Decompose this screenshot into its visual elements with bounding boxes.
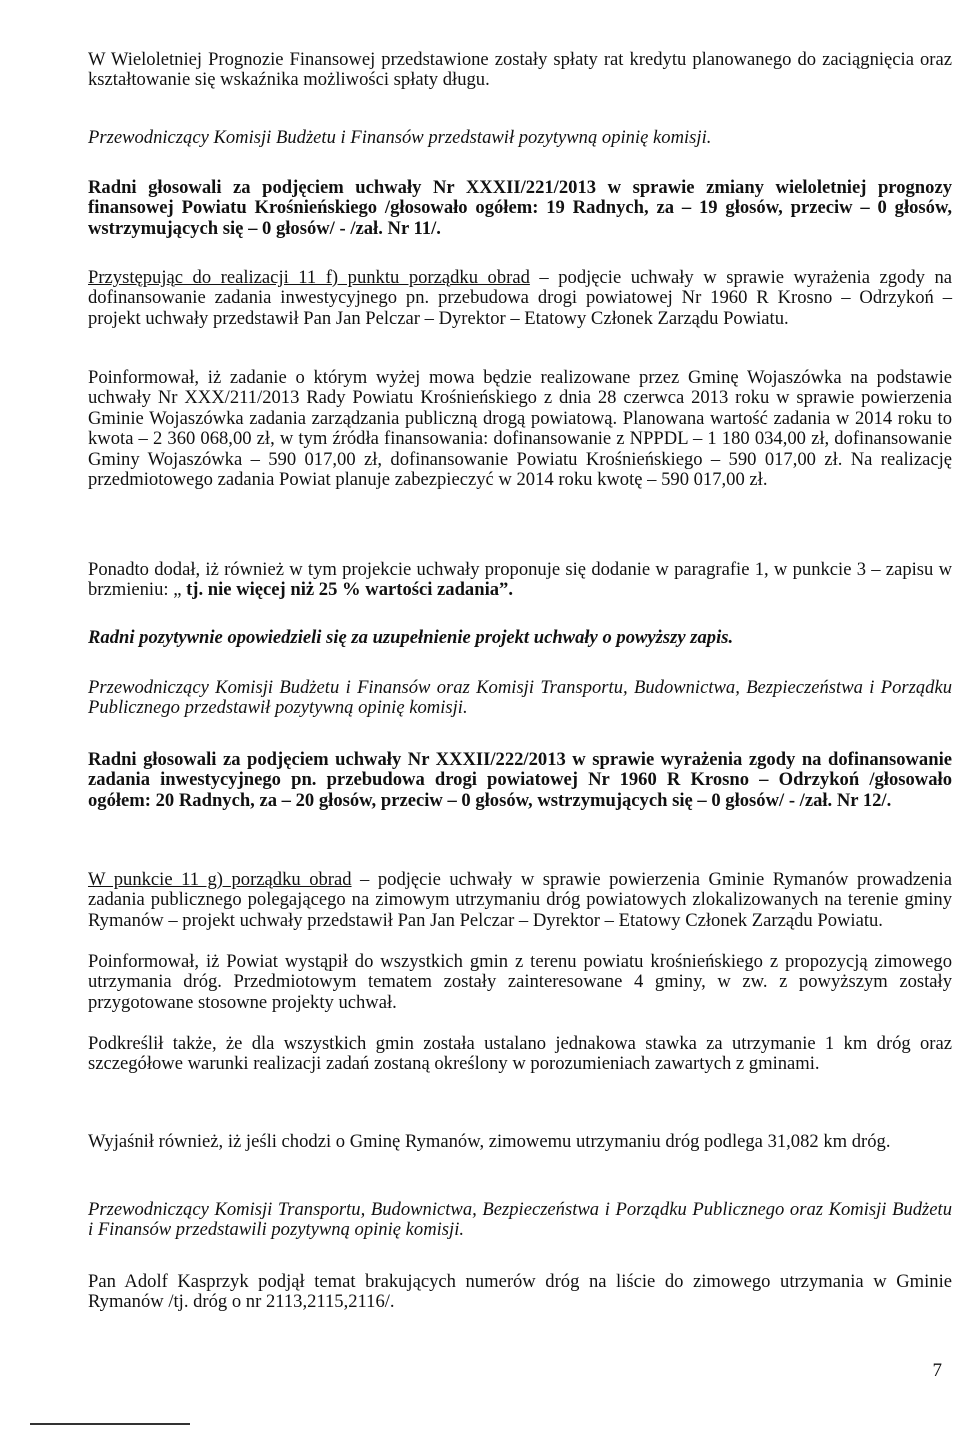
paragraph-committee-opinion-2: Przewodniczący Komisji Budżetu i Finansów oraz Komisji Transportu, Budownictwa, Bezpieczeństwa i Porządku Publicznego przedstawił pozytywną opinię komisji. — [88, 677, 952, 719]
paragraph-committee-opinion-1: Przewodniczący Komisji Budżetu i Finansów przedstawił pozytywną opinię komisji. — [88, 127, 712, 148]
paragraph-road-length: Wyjaśnił również, iż jeśli chodzi o Gminę Rymanów, zimowemu utrzymaniu dróg podlega 31,082 km dróg. — [88, 1131, 891, 1152]
item-11g-heading: W punkcie 11 g) porządku obrad — [88, 869, 352, 890]
paragraph-item-11g — [88, 870, 952, 931]
paragraph-committee-opinion-3: Przewodniczący Komisji Transportu, Budownictwa, Bezpieczeństwa i Porządku Publicznego oraz Komisji Budżetu i Finansów przedstawili pozytywną opinię komisji. — [88, 1199, 952, 1241]
paragraph-addition — [88, 560, 952, 601]
item-11g-text: – podjęcie uchwały w sprawie powierzenia Gminie Rymanów prowadzenia zadania publicznego polegającego na zimowym utrzymaniu dróg powiatowych zlokalizowanych na terenie gminy Rymanów – projekt uchwały przedstawił Pan Jan Pelczar – Dyrektor – Etatowy Członek Zarządu Powiatu. — [88, 869, 952, 931]
paragraph-kasprzyk: Pan Adolf Kasprzyk podjął temat brakujących numerów dróg na liście do zimowego utrzymania w Gminie Rymanów /tj. dróg o nr 2113,2115,2116/. — [88, 1271, 952, 1313]
paragraph-councillors-opinion: Radni pozytywnie opowiedzieli się za uzupełnienie projekt uchwały o powyższy zapis. — [88, 627, 734, 648]
page-number: 7 — [932, 1360, 942, 1381]
paragraph-rate: Podkreślił także, że dla wszystkich gmin została ustalano jednakowa stawka za utrzymanie 1 km dróg oraz szczegółowe warunki realizacji zadań zostaną określony w porozumieniach zawartych z gminami. — [88, 1033, 952, 1075]
addition-quote: tj. nie więcej niż 25 % wartości zadania”. — [181, 579, 513, 601]
paragraph-task-details: Poinformował, iż zadanie o którym wyżej mowa będzie realizowane przez Gminę Wojaszówka na podstawie uchwały Nr XXX/211/2013 Rady Powiatu Krośnieńskiego z dnia 28 czerwca 2013 roku w sprawie powierzenia Gminie Wojaszówka zadania zarządzania publiczną drogą powiatową. Planowana wartość zadania w 2014 roku to kwota – 2 360 068,00 zł, w tym źródła finansowania: dofinansowanie z NPPDL – 1 180 034,00 zł, dofinansowanie Gminy Wojaszówka – 590 017,00 zł, dofinansowanie Powiatu Krośnieńskiego – 590 017,00 zł. Na realizację przedmiotowego zadania Powiat planuje zabezpieczyć w 2014 roku kwotę – 590 017,00 zł. — [88, 367, 952, 491]
item-11f-text: – podjęcie uchwały w sprawie wyrażenia zgody na dofinansowanie zadania inwestycyjnego pn. przebudowa drogi powiatowej Nr 1960 R Krosno – Odrzykoń – projekt uchwały przedstawił Pan Jan Pelczar – Dyrektor – Etatowy Członek Zarządu Powiatu. — [88, 267, 952, 329]
footer-rule — [30, 1423, 190, 1425]
paragraph-vote-222: Radni głosowali za podjęciem uchwały Nr XXXII/222/2013 w sprawie wyrażenia zgody na dofinansowanie zadania inwestycyjnego pn. przebudowa drogi powiatowej Nr 1960 R Krosno – Odrzykoń /głosowało ogółem: 20 Radnych, za – 20 głosów, przeciw – 0 głosów, wstrzymujących się – 0 głosów/ - /zał. Nr 12/. — [88, 749, 952, 811]
paragraph-wpf: W Wieloletniej Prognozie Finansowej przedstawione zostały spłaty rat kredytu planowanego do zaciągnięcia oraz kształtowanie się wskaźnika możliwości spłaty długu. — [88, 49, 952, 91]
addition-text: Ponadto dodał, iż również w tym projekcie uchwały proponuje się dodanie w paragrafie 1, w punkcie 3 – zapisu w brzmieniu: „ — [88, 559, 952, 601]
paragraph-municipalities: Poinformował, iż Powiat wystąpił do wszystkich gmin z terenu powiatu krośnieńskiego z propozycją zimowego utrzymania dróg. Przedmiotowym tematem zostały zainteresowane 4 gminy, w zw. z powyższym zostały przygotowane stosowne projekty uchwał. — [88, 951, 952, 1013]
item-11f-heading: Przystępując do realizacji 11 f) punktu porządku obrad — [88, 267, 530, 288]
paragraph-item-11f — [88, 268, 952, 329]
paragraph-vote-221: Radni głosowali za podjęciem uchwały Nr XXXII/221/2013 w sprawie zmiany wieloletniej prognozy finansowej Powiatu Krośnieńskiego /głosowało ogółem: 19 Radnych, za – 19 głosów, przeciw – 0 głosów, wstrzymujących się – 0 głosów/ - /zał. Nr 11/. — [88, 177, 952, 239]
